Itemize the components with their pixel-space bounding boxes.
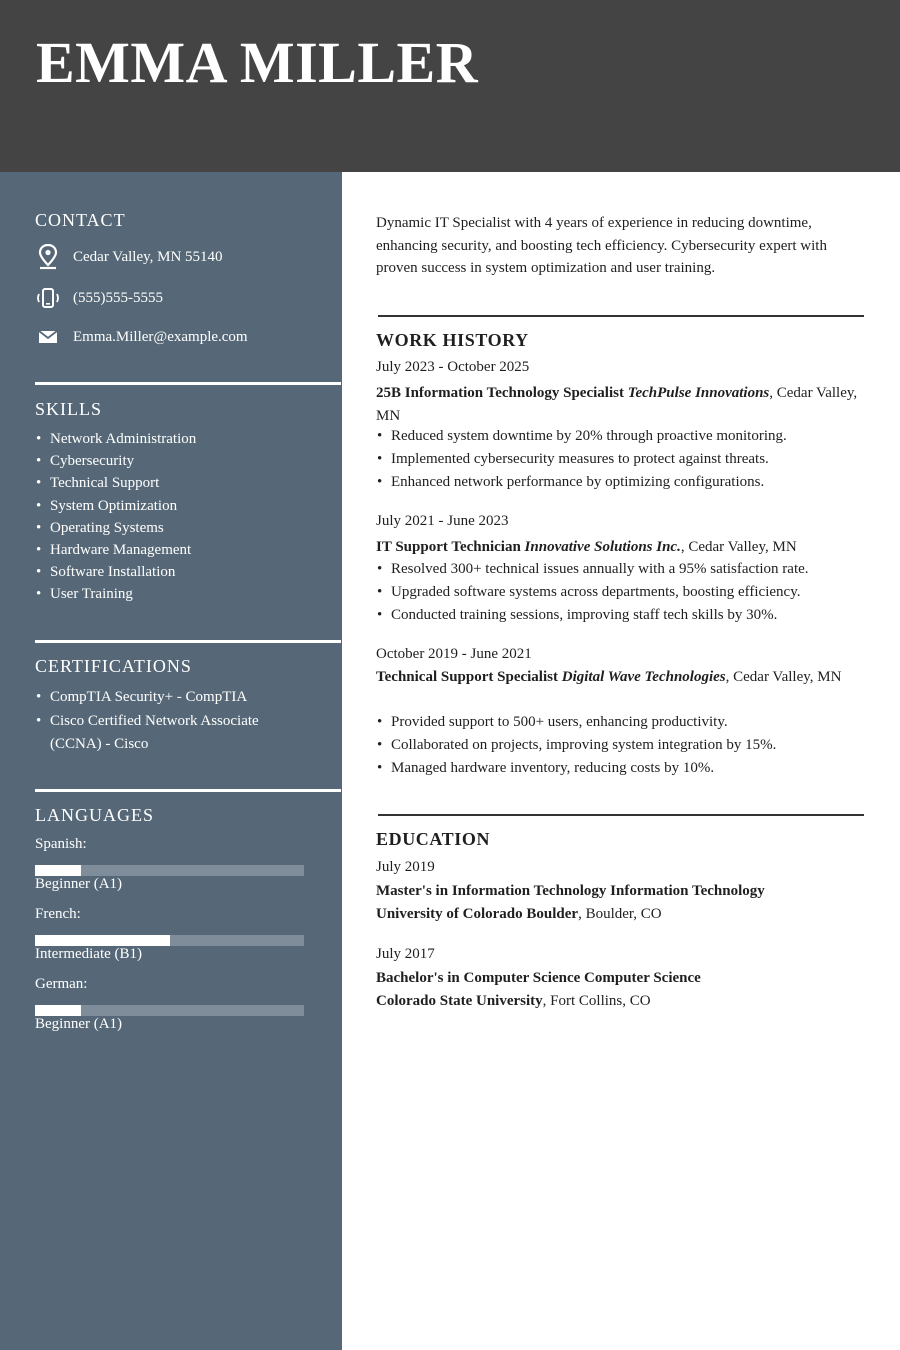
job-title-line xyxy=(376,536,866,559)
sidebar xyxy=(0,172,342,1350)
language-proficiency-bar xyxy=(35,1005,304,1016)
language-name: French: xyxy=(35,906,81,922)
certifications-heading: CERTIFICATIONS xyxy=(35,656,192,676)
address-text: Cedar Valley, MN 55140 xyxy=(73,248,223,265)
job-role: Technical Support Specialist xyxy=(376,669,558,685)
language-level: Intermediate (B1) xyxy=(35,946,143,962)
certifications-list xyxy=(35,686,295,757)
email-link[interactable]: Emma.Miller@example.com xyxy=(73,328,248,345)
job-location: , Cedar Valley, MN xyxy=(725,669,842,685)
contact-address xyxy=(35,244,223,270)
skill-item: • Software Installation xyxy=(35,561,196,583)
languages-heading: LANGUAGES xyxy=(35,805,154,825)
header-banner xyxy=(0,0,900,172)
skill-item: • Cybersecurity xyxy=(35,450,196,472)
language-proficiency-fill xyxy=(35,935,170,946)
section-divider xyxy=(378,814,864,816)
contact-email xyxy=(35,324,248,350)
language-level: Beginner (A1) xyxy=(35,1016,123,1032)
phone-icon xyxy=(35,285,61,311)
skill-item: • Hardware Management xyxy=(35,539,196,561)
job-bullet: • Resolved 300+ technical issues annually with a 95% satisfaction rate. xyxy=(376,558,866,581)
school-location: , Fort Collins, CO xyxy=(542,993,651,1009)
job-bullet: • Managed hardware inventory, reducing costs by 10%. xyxy=(376,757,866,780)
job-bullet: • Reduced system downtime by 20% through proactive monitoring. xyxy=(376,425,866,448)
language-name: German: xyxy=(35,976,88,992)
envelope-icon xyxy=(35,324,61,350)
language-level: Beginner (A1) xyxy=(35,876,123,892)
job-bullets xyxy=(376,558,866,627)
sidebar-divider xyxy=(35,382,341,385)
language-proficiency-fill xyxy=(35,1005,81,1016)
job-company: TechPulse Innovations xyxy=(627,385,770,401)
job-company: Innovative Solutions Inc. xyxy=(524,539,681,555)
job-bullet: • Provided support to 500+ users, enhancing productivity. xyxy=(376,711,866,734)
job-role: 25B Information Technology Specialist xyxy=(376,385,624,401)
phone-text[interactable]: (555)555-5555 xyxy=(73,289,163,306)
job-dates: July 2021 - June 2023 xyxy=(376,513,509,529)
job-bullet: • Conducted training sessions, improving staff tech skills by 30%. xyxy=(376,604,866,627)
language-proficiency-fill xyxy=(35,865,81,876)
education-school xyxy=(376,990,866,1013)
location-pin-icon xyxy=(35,244,61,270)
job-bullet: • Collaborated on projects, improving system integration by 15%. xyxy=(376,734,866,757)
certification-item: • CompTIA Security+ - CompTIA xyxy=(35,686,295,710)
skill-item: • Network Administration xyxy=(35,428,196,450)
skill-item: • Operating Systems xyxy=(35,517,196,539)
job-bullet: • Enhanced network performance by optimizing configurations. xyxy=(376,471,866,494)
job-bullet: • Upgraded software systems across departments, boosting efficiency. xyxy=(376,581,866,604)
job-bullet: • Implemented cybersecurity measures to protect against threats. xyxy=(376,448,866,471)
work-history-heading: WORK HISTORY xyxy=(376,330,529,350)
job-role: IT Support Technician xyxy=(376,539,521,555)
education-date: July 2017 xyxy=(376,946,435,962)
job-location: , Cedar Valley, MN xyxy=(376,385,858,424)
language-name: Spanish: xyxy=(35,836,87,852)
sidebar-divider xyxy=(35,640,341,643)
degree-name: Master's in Information Technology Information Technology xyxy=(376,883,765,899)
professional-summary: Dynamic IT Specialist with 4 years of experience in reducing downtime, enhancing security, and boosting tech efficiency. Cybersecurity expert with proven success in system optimization and user training. xyxy=(376,215,827,276)
education-degree xyxy=(376,880,866,903)
skills-heading: SKILLS xyxy=(35,399,103,419)
skill-item: • User Training xyxy=(35,583,196,605)
skill-item: • Technical Support xyxy=(35,472,196,494)
job-company: Digital Wave Technologies xyxy=(561,669,726,685)
job-bullets xyxy=(376,425,866,494)
certification-item: • Cisco Certified Network Associate (CCNA) - Cisco xyxy=(35,710,295,757)
education-heading: EDUCATION xyxy=(376,829,491,849)
education-school xyxy=(376,903,866,926)
job-bullets xyxy=(376,711,866,780)
education-degree xyxy=(376,967,866,990)
school-location: , Boulder, CO xyxy=(578,906,662,922)
language-proficiency-bar xyxy=(35,865,304,876)
job-title-line xyxy=(376,666,866,689)
contact-phone xyxy=(35,285,163,311)
school-name: Colorado State University xyxy=(376,993,543,1009)
job-dates: July 2023 - October 2025 xyxy=(376,359,530,375)
candidate-name: EMMA MILLER xyxy=(36,30,479,95)
language-proficiency-bar xyxy=(35,935,304,946)
sidebar-divider xyxy=(35,789,341,792)
skill-item: • System Optimization xyxy=(35,495,196,517)
degree-name: Bachelor's in Computer Science Computer Science xyxy=(376,970,701,986)
school-name: University of Colorado Boulder xyxy=(376,906,579,922)
main-content xyxy=(342,172,900,1350)
job-dates: October 2019 - June 2021 xyxy=(376,646,532,662)
education-date: July 2019 xyxy=(376,859,435,875)
skills-list xyxy=(35,428,196,606)
job-location: , Cedar Valley, MN xyxy=(680,539,797,555)
contact-heading: CONTACT xyxy=(35,210,126,230)
section-divider xyxy=(378,315,864,317)
job-title-line xyxy=(376,382,866,427)
